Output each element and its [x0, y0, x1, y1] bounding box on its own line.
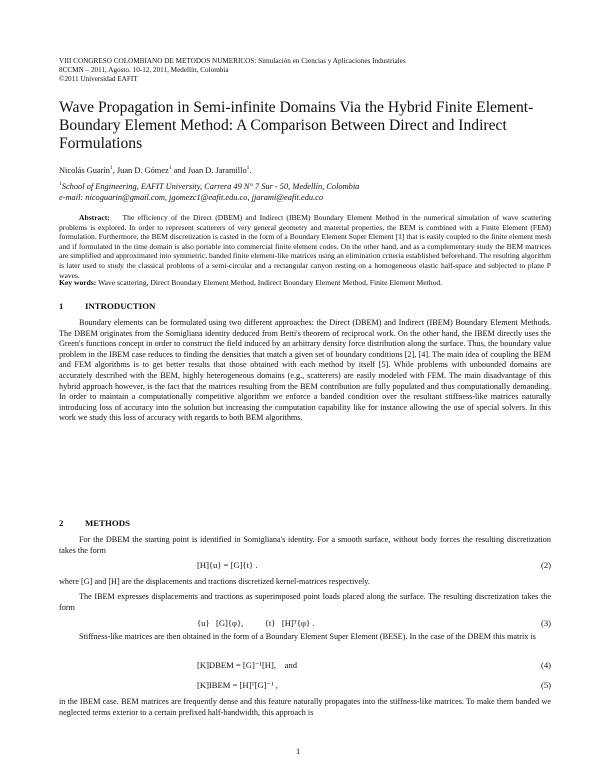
abstract	[59, 213, 551, 280]
author-2-affil: 1	[168, 165, 172, 172]
equation-2-body: [H]{u} = [G]{t} .	[197, 560, 258, 570]
equation-2	[59, 560, 551, 572]
equation-4-number: (4)	[540, 660, 551, 670]
methods-paragraph-5: in the IBEM case. BEM matrices are frequently dense and this feature naturally propagates into the stiffness-like matrices. To make them banded we neglected terms exterior to a certain prefixed half-bandwidth, this approach is	[59, 697, 551, 717]
author-3: and Juan D. Jaramillo	[171, 166, 247, 175]
section-heading-introduction	[59, 301, 155, 311]
equation-2-number: (2)	[540, 560, 551, 570]
equation-4	[59, 660, 551, 672]
paper-title: Wave Propagation in Semi-infinite Domains Via the Hybrid Finite Element-Boundary Element Method: A Comparison Between Direct and Indirect Formulations	[59, 99, 534, 152]
keywords-label: Key words:	[59, 278, 97, 287]
conference-header-line1: VIII CONGRESO COLOMBIANO DE METODOS NUMERICOS: Simulación en Ciencias y Aplicaciones Industriales	[59, 57, 406, 65]
equation-4-body: [K]DBEM = [G]⁻¹[H], and	[197, 660, 298, 670]
keywords-text: Wave scattering, Direct Boundary Element Method, Indirect Boundary Element Method, Finite Element Method.	[98, 278, 443, 287]
methods-paragraph-3: The IBEM expresses displacements and tractions as superimposed point loads placed along the surface. The resulting discretization takes the form	[59, 592, 551, 612]
methods-paragraph-4: Stiffness-like matrices are then obtained in the form of a Boundary Element Super Element (BESE). In the case of the DBEM this matrix is	[79, 632, 536, 641]
section-number: 2	[59, 518, 64, 528]
affiliation-block	[59, 181, 359, 203]
author-list-end: .	[249, 166, 252, 175]
abstract-label: Abstract:	[79, 213, 110, 222]
author-1-affil: 1	[109, 165, 113, 172]
author-1: Nicolás Guarín	[59, 166, 110, 175]
affiliation-emails: e-mail: nicoguarin@gmail.com, jgomezc1@eafit.edu.co, jjarami@eafit.edu.co	[59, 193, 324, 202]
equation-3	[59, 618, 551, 630]
equation-3-number: (3)	[540, 618, 551, 628]
equation-5-body: [K]IBEM = [H]ᵀ[G]⁻¹ ,	[197, 680, 278, 690]
methods-paragraph-2: where [G] and [H] are the displacements and tractions discretized kernel-matrices respectively.	[59, 577, 370, 586]
author-3-affil: 1	[246, 165, 250, 172]
section-title: INTRODUCTION	[85, 301, 156, 311]
equation-3-body: {u} [G]{φ}, {t} [H]ᵀ{φ} .	[197, 618, 315, 628]
section-heading-methods	[59, 518, 130, 528]
affiliation-marker: 1	[59, 181, 62, 188]
affiliation-line	[59, 181, 359, 192]
abstract-text: The efficiency of the Direct (DBEM) and Indirect (IBEM) Boundary Element Method in the numerical simulation of wave scattering problems is explored. In order to represent scatterers of very general geometry and material properties, the BEM is combined with a Finite Element (FEM) formulation. Furthermore, the BEM discretization is casted in the form of a Boundary Element Super Element [1] that is easily coupled to the finite element mesh and if formulated in the time domain is also portable into commercial finite element codes. On the other hand, and as a complementary study the BEM matrices are simplified and approximated into symmetric, banded finite element-like matrices using an elimination criteria established beforehand. The resulting algorithm is later used to study the classical problems of a semi-circular and a rectangular canyon resting on a homogeneous elastic half-space and subjected to plane P waves.	[59, 213, 551, 280]
equation-5-number: (5)	[540, 680, 551, 690]
page-number: 1	[296, 747, 301, 756]
methods-paragraph-1: For the DBEM the starting point is identified in Somigliana's identity. For a smooth surface, without body forces the resulting discretization takes the form	[59, 535, 551, 555]
section-number: 1	[59, 301, 64, 311]
conference-header-line2: 8CCMN – 2011, Agosto. 10-12, 2011, Medellín, Colombia	[59, 66, 229, 74]
author-2: , Juan D. Gómez	[112, 166, 169, 175]
section-title: METHODS	[85, 518, 130, 528]
conference-header-line3: ©2011 Universidad EAFIT	[59, 75, 138, 83]
author-list	[59, 166, 251, 175]
equation-5	[59, 680, 551, 692]
keywords	[59, 278, 551, 287]
affiliation-text: School of Engineering, EAFIT University, Carrera 49 N° 7 Sur - 50, Medellín, Colombia	[61, 182, 360, 191]
intro-paragraph: Boundary elements can be formulated using two different approaches: the Direct (DBEM) and Indirect (IBEM) Boundary Element Methods. The DBEM originates from the Somigliana identity deduced from Betti's theorem of reciprocal work. On the other hand, the IBEM directly uses the Green's functions concept in order to construct the field induced by an arbitrary density force distribution along the surface. Thus, the boundary value problem in the IBEM case reduces to finding the densities that match a given set of boundary conditions [2], [4]. The main idea of coupling the BEM and FEM algorithms is to get better results that those obtained with each method by itself [5]. While problems with unbounded domains are accurately described with the BEM, highly heterogeneous domains (e.g., scatterers) are easily modeled with FEM. The main disadvantage of this hybrid approach however, is the fact that the matrices resulting from the BEM contribution are fully populated and thus computationally demanding. In order to maintain a computationally competitive algorithm we enforce a banded condition over the resultant stiffness-like matrices naturally introducing loss of accuracy into the solution but increasing the computation capability like for instance allowing the use of special solvers. In this work we study this loss of accuracy with regards to both BEM algorithms.	[59, 318, 551, 423]
